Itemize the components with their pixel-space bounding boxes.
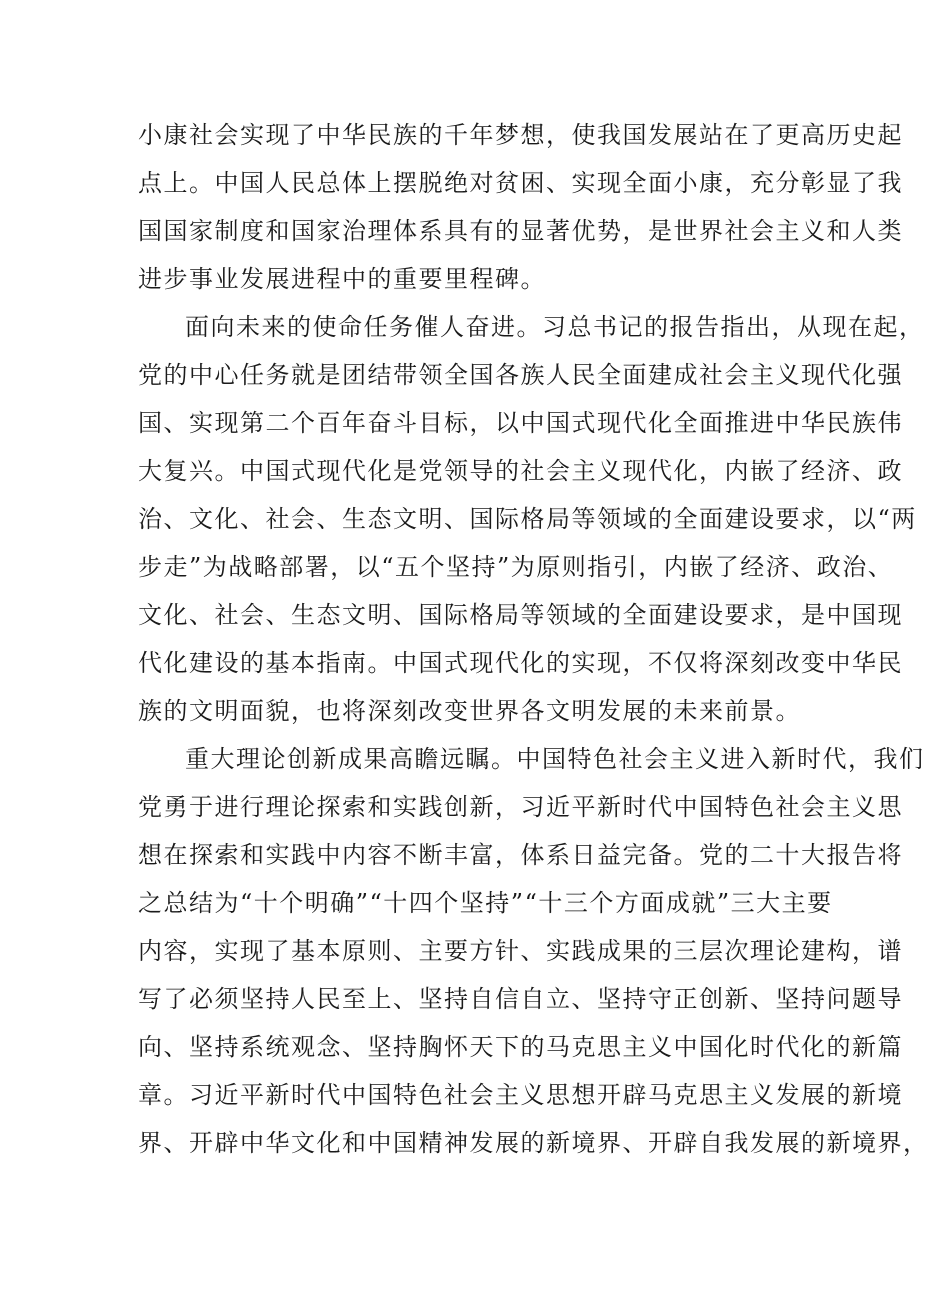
text-line: 进步事业发展进程中的重要里程碑。 bbox=[138, 265, 546, 293]
text-line: 界、开辟中华文化和中国精神发展的新境界、开辟自我发展的新境界， bbox=[138, 1129, 929, 1157]
text-line: 面向未来的使命任务催人奋进。习总书记的报告指出，从现在起， bbox=[185, 313, 925, 341]
text-line: 党的中心任务就是团结带领全国各族人民全面建成社会主义现代化强 bbox=[138, 361, 903, 389]
text-line: 之总结为“十个明确”“十四个坚持”“十三个方面成就”三大主要 bbox=[138, 889, 833, 917]
text-line: 步走”为战略部署，以“五个坚持”为原则指引，内嵌了经济、政治、 bbox=[138, 553, 894, 581]
text-line: 重大理论创新成果高瞻远瞩。中国特色社会主义进入新时代，我们 bbox=[185, 745, 925, 773]
text-line: 想在探索和实践中内容不断丰富，体系日益完备。党的二十大报告将 bbox=[138, 841, 903, 869]
text-line: 族的文明面貌，也将深刻改变世界各文明发展的未来前景。 bbox=[138, 697, 801, 725]
text-line: 代化建设的基本指南。中国式现代化的实现，不仅将深刻改变中华民 bbox=[138, 649, 903, 677]
text-line: 治、文化、社会、生态文明、国际格局等领域的全面建设要求，以“两 bbox=[138, 505, 917, 533]
text-line: 文化、社会、生态文明、国际格局等领域的全面建设要求，是中国现 bbox=[138, 601, 903, 629]
text-line: 国国家制度和国家治理体系具有的显著优势，是世界社会主义和人类 bbox=[138, 217, 903, 245]
text-line: 点上。中国人民总体上摆脱绝对贫困、实现全面小康，充分彰显了我 bbox=[138, 169, 903, 197]
text-line: 大复兴。中国式现代化是党领导的社会主义现代化，内嵌了经济、政 bbox=[138, 457, 903, 485]
text-line: 向、坚持系统观念、坚持胸怀天下的马克思主义中国化时代化的新篇 bbox=[138, 1033, 903, 1061]
text-line: 内容，实现了基本原则、主要方针、实践成果的三层次理论建构，谱 bbox=[138, 937, 903, 965]
text-line: 小康社会实现了中华民族的千年梦想，使我国发展站在了更高历史起 bbox=[138, 121, 903, 149]
text-line: 党勇于进行理论探索和实践创新，习近平新时代中国特色社会主义思 bbox=[138, 793, 903, 821]
text-line: 章。习近平新时代中国特色社会主义思想开辟马克思主义发展的新境 bbox=[138, 1081, 903, 1109]
text-line: 国、实现第二个百年奋斗目标，以中国式现代化全面推进中华民族伟 bbox=[138, 409, 903, 437]
text-line: 写了必须坚持人民至上、坚持自信自立、坚持守正创新、坚持问题导 bbox=[138, 985, 903, 1013]
